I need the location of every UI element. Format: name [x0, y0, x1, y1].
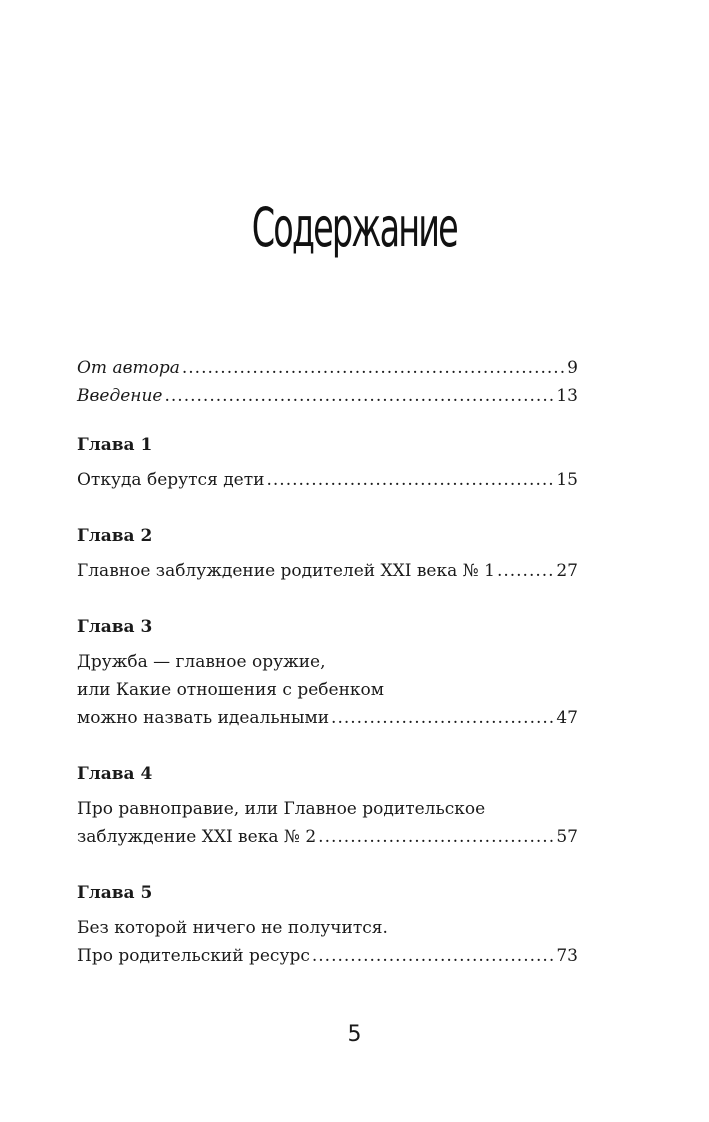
toc-entry-page: 57	[556, 827, 578, 847]
toc-entry-label-line: Без которой ничего не получится.	[77, 918, 388, 938]
toc-entry-from-author[interactable]	[77, 354, 578, 382]
toc-entry-page: 13	[556, 386, 578, 406]
chapter-heading-5: Глава 5	[77, 883, 153, 903]
toc-entry-label: Про родительский ресурс	[77, 946, 310, 966]
toc-entry-label: Откуда берутся дети	[77, 470, 265, 490]
toc-entry-label-line: Про равноправие, или Главное родительское	[77, 799, 486, 819]
toc-entry-label: можно назвать идеальными	[77, 708, 330, 728]
dot-leader	[266, 466, 554, 494]
toc-entry-chapter-3[interactable]	[77, 704, 578, 732]
toc-entry-page: 27	[556, 561, 578, 581]
toc-entry-page: 9	[567, 358, 578, 378]
dot-leader	[165, 382, 555, 410]
toc-entry-label: От автора	[77, 358, 180, 378]
dot-leader	[497, 557, 554, 585]
dot-leader	[312, 942, 554, 970]
toc-entry-introduction[interactable]	[77, 382, 578, 410]
toc-entry-page: 15	[556, 470, 578, 490]
chapter-heading-4: Глава 4	[77, 764, 153, 784]
toc-entry-chapter-1[interactable]	[77, 466, 578, 494]
toc-entry-chapter-2[interactable]	[77, 557, 578, 585]
chapter-heading-3: Глава 3	[77, 617, 153, 637]
page-number: 5	[347, 1022, 362, 1047]
dot-leader	[318, 823, 554, 851]
dot-leader	[182, 354, 565, 382]
toc-entry-page: 47	[556, 708, 578, 728]
toc-entry-chapter-5[interactable]	[77, 942, 578, 970]
table-of-contents	[77, 354, 578, 970]
toc-entry-label-line: Дружба — главное оружие,	[77, 652, 326, 672]
chapter-heading-1: Глава 1	[77, 435, 153, 455]
toc-entry-chapter-4[interactable]	[77, 823, 578, 851]
toc-entry-label: Главное заблуждение родителей XXI века № 1	[77, 561, 495, 581]
chapter-heading-2: Глава 2	[77, 526, 153, 546]
toc-entry-label: заблуждение XXI века № 2	[77, 827, 317, 847]
page-title: Содержание	[251, 196, 457, 259]
toc-entry-label: Введение	[77, 386, 163, 406]
toc-entry-label-line: или Какие отношения с ребенком	[77, 680, 385, 700]
dot-leader	[331, 704, 554, 732]
toc-entry-page: 73	[556, 946, 578, 966]
